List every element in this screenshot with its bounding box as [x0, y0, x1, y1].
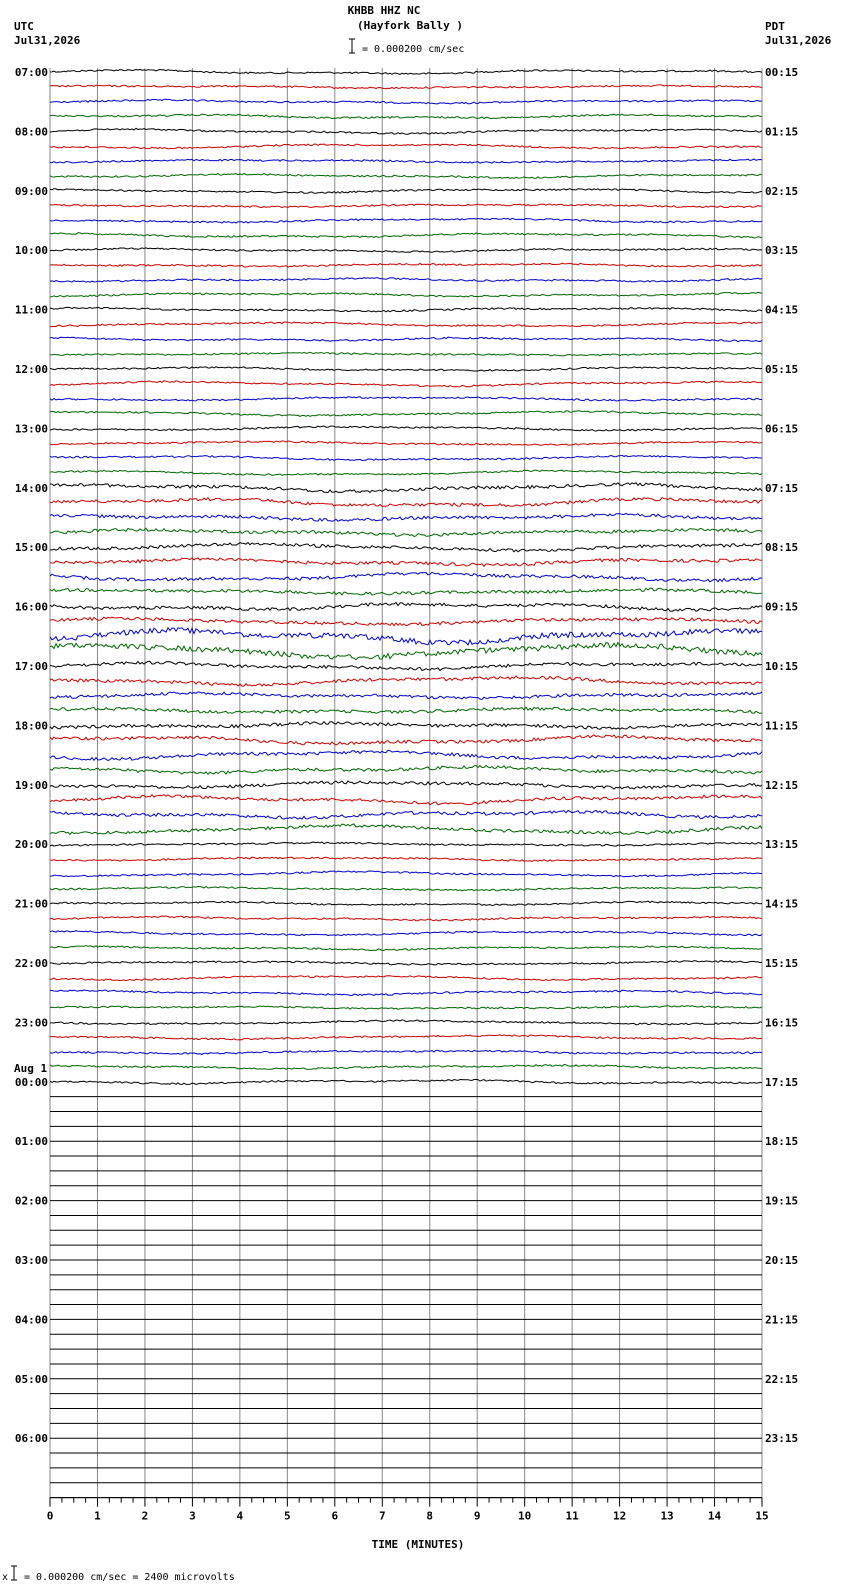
- x-tick-label: 2: [141, 1509, 149, 1523]
- trace-line: [50, 1020, 762, 1025]
- x-tick-label: 15: [755, 1509, 769, 1523]
- trace-line: [50, 766, 762, 775]
- trace-line: [50, 99, 762, 104]
- trace-line: [50, 441, 762, 445]
- utc-hour-label: 08:00: [14, 125, 48, 139]
- left-time-labels: [14, 66, 48, 1445]
- x-tick-label: 5: [284, 1509, 291, 1523]
- pdt-hour-label: 14:15: [765, 897, 799, 911]
- trace-line: [50, 961, 762, 965]
- trace-line: [50, 367, 762, 371]
- pdt-hour-label: 13:15: [765, 838, 799, 852]
- trace-line: [50, 513, 762, 521]
- pdt-hour-label: 03:15: [765, 244, 799, 258]
- utc-hour-label: 07:00: [14, 66, 48, 79]
- trace-line: [50, 824, 762, 835]
- trace-line: [50, 85, 762, 89]
- x-tick-label: 4: [236, 1509, 244, 1523]
- pdt-hour-label: 16:15: [765, 1016, 799, 1030]
- trace-line: [50, 931, 762, 936]
- pdt-hour-label: 12:15: [765, 778, 799, 792]
- trace-line: [50, 750, 762, 760]
- utc-hour-label: 09:00: [14, 184, 48, 198]
- utc-hour-label: 05:00: [14, 1372, 48, 1386]
- pdt-hour-label: 10:15: [765, 660, 799, 673]
- left-date: Jul31,2026: [14, 34, 81, 47]
- x-tick-label: 0: [46, 1509, 54, 1523]
- utc-hour-label: 15:00: [14, 541, 48, 555]
- station-location: (Hayfork Bally ): [357, 19, 463, 32]
- trace-line: [50, 990, 762, 996]
- utc-hour-label: 00:00: [14, 1075, 48, 1089]
- utc-hour-label: 20:00: [14, 838, 48, 852]
- trace-line: [50, 248, 762, 253]
- trace-line: [50, 189, 762, 194]
- x-tick-label: 14: [707, 1509, 722, 1523]
- pdt-hour-label: 08:15: [765, 541, 799, 555]
- pdt-hour-label: 00:15: [765, 66, 799, 79]
- utc-hour-label: 04:00: [14, 1313, 48, 1327]
- x-tick-label: 3: [189, 1509, 196, 1523]
- utc-hour-label: 16:00: [14, 600, 48, 614]
- x-tick-label: 13: [660, 1509, 674, 1523]
- pdt-hour-label: 06:15: [765, 422, 799, 436]
- trace-line: [50, 901, 762, 905]
- trace-line: [50, 572, 762, 582]
- x-tick-label: 10: [518, 1509, 532, 1523]
- trace-line: [50, 810, 762, 819]
- trace-line: [50, 1065, 762, 1070]
- right-time-labels: [765, 66, 798, 1445]
- trace-line: [50, 558, 762, 567]
- trace-line: [50, 204, 762, 208]
- trace-line: [50, 173, 762, 178]
- pdt-hour-label: 05:15: [765, 363, 799, 376]
- trace-line: [50, 69, 762, 74]
- pdt-hour-label: 17:15: [765, 1075, 799, 1089]
- trace-line: [50, 722, 762, 730]
- trace-line: [50, 946, 762, 951]
- utc-hour-label: 02:00: [14, 1194, 48, 1208]
- trace-line: [50, 617, 762, 626]
- trace-line: [50, 588, 762, 595]
- trace-line: [50, 795, 762, 805]
- left-timezone: UTC: [14, 20, 34, 33]
- trace-line: [50, 781, 762, 789]
- utc-hour-label: 19:00: [14, 778, 48, 792]
- x-tick-label: 11: [565, 1509, 579, 1523]
- pdt-hour-label: 02:15: [765, 184, 799, 198]
- utc-hour-label: 10:00: [14, 244, 48, 258]
- date-change-label: Aug 1: [14, 1061, 48, 1075]
- trace-line: [50, 218, 762, 223]
- pdt-hour-label: 09:15: [765, 600, 799, 614]
- utc-hour-label: 06:00: [14, 1432, 48, 1446]
- traces: [50, 69, 762, 1084]
- pdt-hour-label: 01:15: [765, 125, 799, 139]
- trace-line: [50, 661, 762, 670]
- trace-line: [50, 114, 762, 118]
- trace-line: [50, 676, 762, 686]
- x-tick-label: 9: [473, 1509, 481, 1523]
- utc-hour-label: 13:00: [14, 422, 48, 436]
- trace-line: [50, 470, 762, 475]
- utc-hour-label: 01:00: [14, 1135, 48, 1149]
- trace-line: [50, 707, 762, 713]
- footer-scale-icon: [11, 1566, 17, 1580]
- trace-line: [50, 455, 762, 460]
- pdt-hour-label: 07:15: [765, 481, 799, 495]
- trace-line: [50, 628, 762, 645]
- trace-line: [50, 128, 762, 134]
- x-tick-label: 12: [612, 1509, 627, 1523]
- utc-hour-label: 18:00: [14, 719, 48, 733]
- grid-lines: [50, 68, 762, 1498]
- x-tick-label: 8: [426, 1509, 434, 1523]
- trace-line: [50, 307, 762, 312]
- trace-line: [50, 483, 762, 493]
- x-tick-label: 1: [94, 1509, 101, 1523]
- trace-line: [50, 498, 762, 507]
- scale-bar-icon: [349, 39, 355, 53]
- trace-line: [50, 144, 762, 149]
- trace-line: [50, 857, 762, 861]
- pdt-hour-label: 23:15: [765, 1432, 799, 1446]
- x-axis: [47, 1498, 769, 1523]
- trace-line: [50, 976, 762, 981]
- pdt-hour-label: 20:15: [765, 1254, 799, 1267]
- trace-line: [50, 233, 762, 238]
- footer-marker: x: [2, 1572, 9, 1583]
- trace-line: [50, 528, 762, 536]
- trace-line: [50, 916, 762, 921]
- station-title: KHBB HHZ NC: [347, 4, 421, 17]
- trace-line: [50, 692, 762, 700]
- utc-hour-label: 23:00: [14, 1016, 48, 1030]
- pdt-hour-label: 04:15: [765, 303, 799, 317]
- trace-line: [50, 735, 762, 745]
- pdt-hour-label: 15:15: [765, 957, 799, 970]
- utc-hour-label: 11:00: [14, 303, 48, 317]
- trace-line: [50, 886, 762, 891]
- trace-line: [50, 1035, 762, 1040]
- trace-line: [50, 292, 762, 297]
- trace-line: [50, 543, 762, 552]
- x-axis-title: TIME (MINUTES): [371, 1538, 465, 1551]
- trace-line: [50, 381, 762, 387]
- trace-line: [50, 352, 762, 356]
- trace-line: [50, 397, 762, 401]
- utc-hour-label: 17:00: [14, 660, 48, 673]
- right-date: Jul31,2026: [765, 34, 832, 47]
- utc-hour-label: 03:00: [14, 1254, 48, 1267]
- trace-line: [50, 278, 762, 283]
- trace-line: [50, 603, 762, 612]
- utc-hour-label: 22:00: [14, 957, 48, 970]
- trace-line: [50, 426, 762, 431]
- scale-text: = 0.000200 cm/sec: [362, 44, 465, 55]
- pdt-hour-label: 19:15: [765, 1194, 799, 1208]
- right-timezone: PDT: [765, 20, 785, 33]
- trace-line: [50, 871, 762, 877]
- trace-line: [50, 322, 762, 327]
- utc-hour-label: 12:00: [14, 363, 48, 376]
- utc-hour-label: 21:00: [14, 897, 48, 911]
- trace-line: [50, 411, 762, 417]
- pdt-hour-label: 21:15: [765, 1313, 799, 1327]
- trace-line: [50, 159, 762, 163]
- x-tick-label: 6: [331, 1509, 339, 1523]
- trace-line: [50, 643, 762, 660]
- trace-line: [50, 263, 762, 267]
- trace-line: [50, 1006, 762, 1010]
- x-tick-label: 7: [378, 1509, 386, 1523]
- pdt-hour-label: 18:15: [765, 1135, 799, 1149]
- trace-line: [50, 1050, 762, 1054]
- trace-line: [50, 842, 762, 846]
- pdt-hour-label: 22:15: [765, 1372, 799, 1386]
- footer-scale-text: = 0.000200 cm/sec = 2400 microvolts: [24, 1572, 235, 1583]
- trace-line: [50, 337, 762, 341]
- trace-line: [50, 1080, 762, 1085]
- pdt-hour-label: 11:15: [765, 719, 799, 733]
- utc-hour-label: 14:00: [14, 481, 48, 495]
